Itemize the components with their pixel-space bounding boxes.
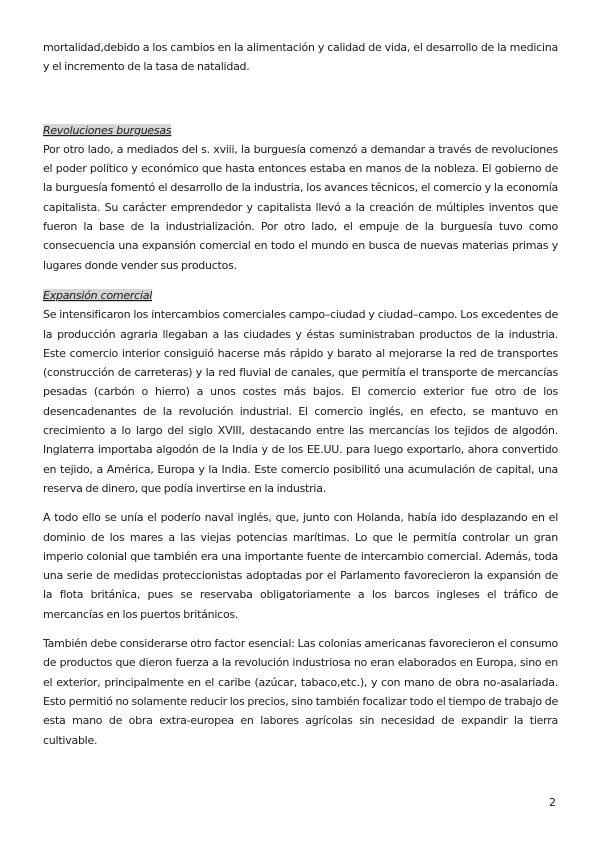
paragraph-expansion-1: Se intensificaron los intercambios comerciales campo–ciudad y ciudad–campo. Los excedentes de la producción agraria llegaban a las ciudades y éstas suministraban productos de la industria. Este comercio interior consiguió hacerse más rápido y barato al mejorarse la red de transportes (construcción de carreteras) y la red fluvial de canales, que permitía el transporte de mercancías pesadas (carbón o hierro) a unos costes más bajos. El comercio exterior fue otro de los desencadenantes de la revolución industrial. El comercio inglés, en efecto, se mantuvo en crecimiento a lo largo del siglo XVIII, destacando entre las mercancías los tejidos de algodón. Inglaterra importaba algodón de la India y de los EE.UU. para luego exportarlo, ahora convertido en tejido, a América, Europa y la India. Este comercio posibilitó una acumulación de capital, una reserva de dinero, que podía invertirse en la industria.	[43, 308, 558, 495]
paragraph-revoluciones: Por otro lado, a mediados del s. xviii, la burguesía comenzó a demandar a través de revoluciones el poder político y económico que hasta entonces estaba en manos de la nobleza. El gobierno de la burguesía fomentó el desarrollo de la industria, los avances técnicos, el comercio y la economía capitalista. Su carácter emprendedor y capitalista llevó a la creación de múltiples inventos que fueron la base de la industrialización. Por otro lado, el empuje de la burguesía tuvo como consecuencia una expansión comercial en todo el mundo en busca de nuevas materias primas y lugares donde vender sus productos.	[43, 142, 558, 272]
spacer	[43, 498, 558, 508]
paragraph-expansion-3: También debe considerarse otro factor esencial: Las colonias americanas favorecieron el consumo de productos que dieron fuerza a la revolución industriosa no eran elaborados en Europa, sino en el exterior, principalmente en el caribe (azúcar, tabaco,etc.), y con mano de obra no-asalariada. Esto permitió no solamente reducir los precios, sino también focalizar todo el tiempo de trabajo de esta mano de obra extra-europea en labores agrícolas sin necesidad de expandir la tierra cultivable.	[43, 637, 558, 747]
section-heading-revoluciones	[43, 121, 558, 140]
spacer	[43, 275, 558, 286]
page-number: 2	[549, 796, 556, 809]
spacer	[43, 77, 558, 121]
paragraph-expansion-2: A todo ello se unía el poderío naval inglés, que, junto con Holanda, había ido desplazando en el dominio de los mares a las viejas potencias marítimas. Lo que le permitía controlar un gran imperio colonial que también era una importante fuente de intercambio comercial. Además, toda una serie de medidas proteccionistas adoptadas por el Parlamento favorecieron la expansión de la flota británica, pues se reservaba obligatoriamente a los barcos ingleses el tráfico de mercancías en los puertos británicos.	[43, 511, 558, 621]
document-page	[43, 38, 558, 750]
intro-paragraph: mortalidad,debido a los cambios en la alimentación y calidad de vida, el desarrollo de la medicina y el incremento de la tasa de natalidad.	[43, 41, 558, 74]
section-heading-text: Expansión comercial	[43, 288, 153, 302]
section-heading-expansion	[43, 286, 558, 305]
spacer	[43, 624, 558, 634]
section-heading-text: Revoluciones burguesas	[43, 123, 172, 137]
